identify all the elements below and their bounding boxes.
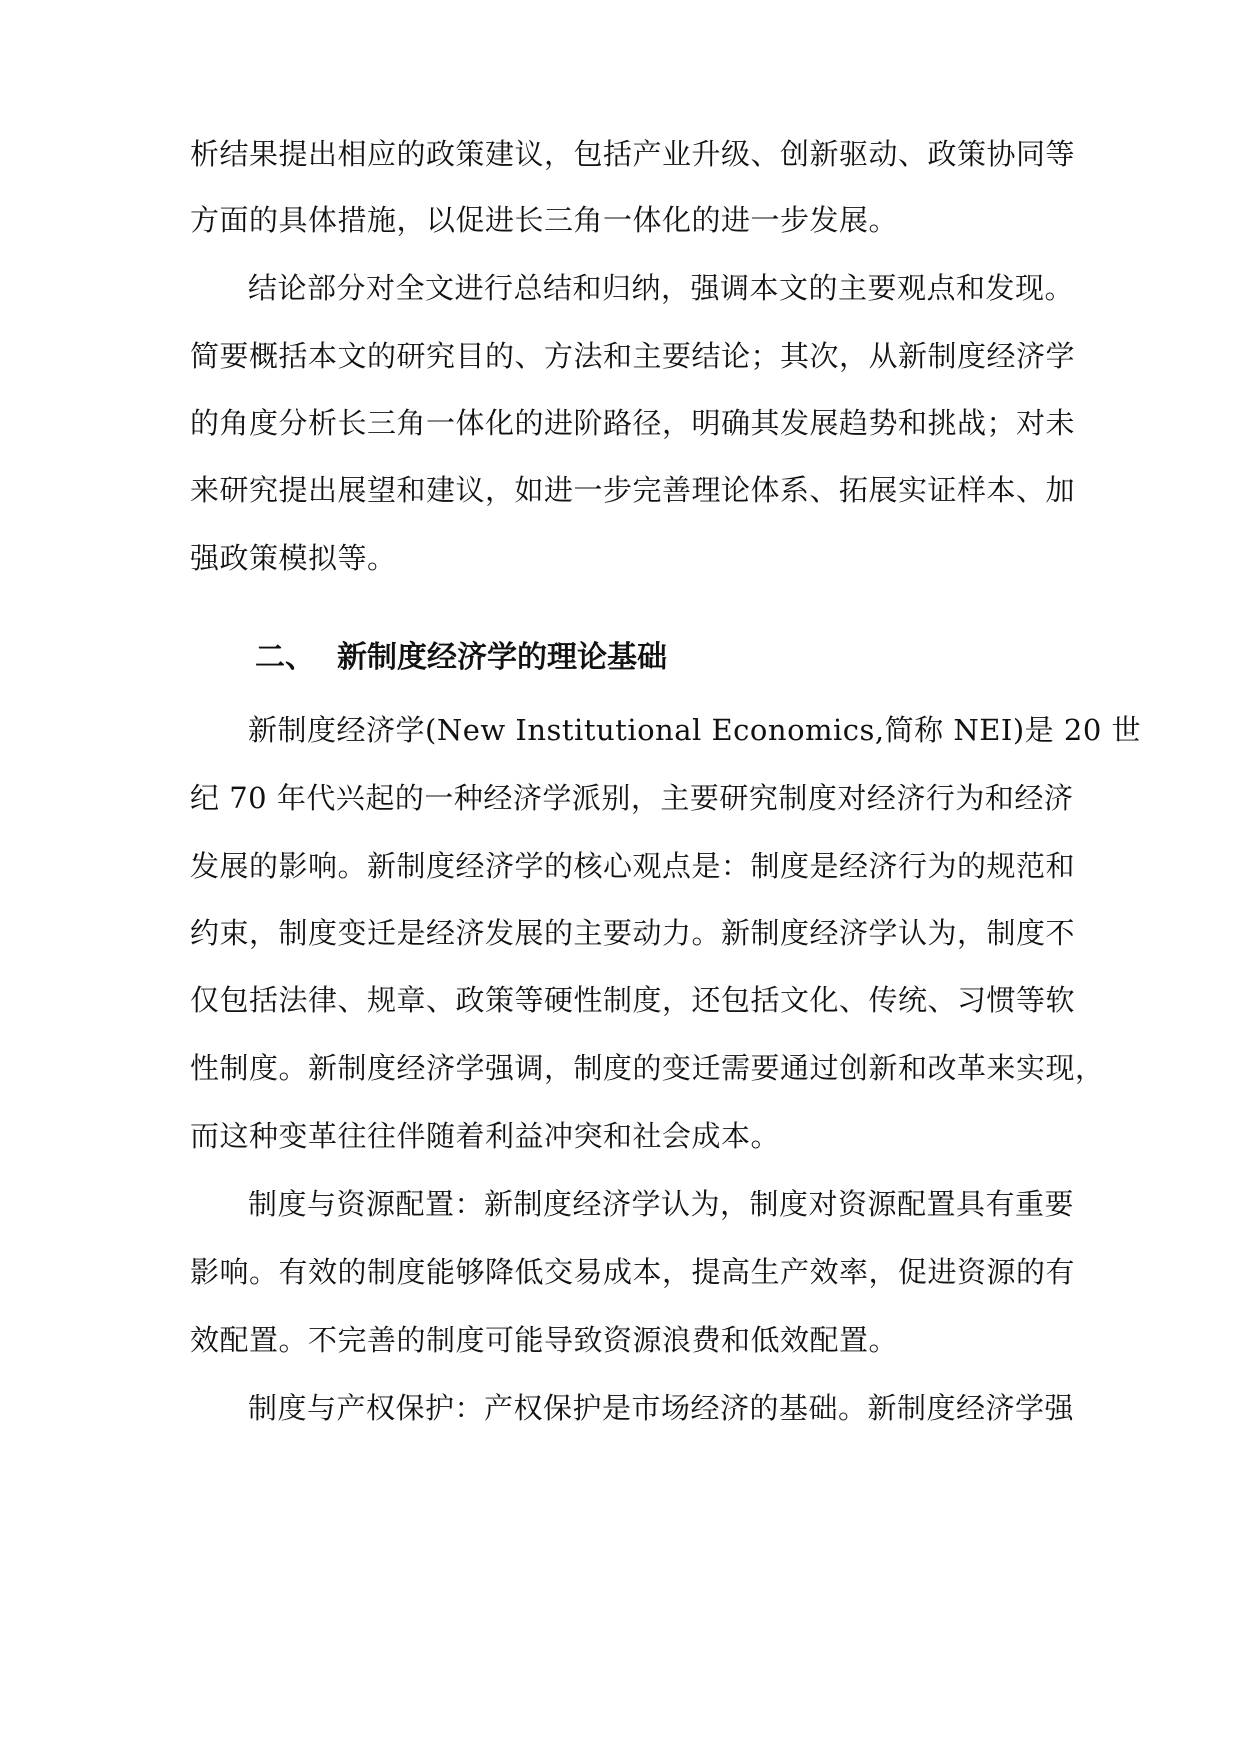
paragraph-line: 纪 70 年代兴起的一种经济学派别，主要研究制度对经济行为和经济 [190, 781, 1074, 815]
paragraph-line: 结论部分对全文进行总结和归纳，强调本文的主要观点和发现。 [248, 271, 1075, 305]
paragraph-line: 而这种变革往往伴随着利益冲突和社会成本。 [190, 1119, 781, 1153]
paragraph-line: 的角度分析长三角一体化的进阶路径，明确其发展趋势和挑战；对未 [190, 406, 1076, 440]
paragraph-line: 约束，制度变迁是经济发展的主要动力。新制度经济学认为，制度不 [190, 916, 1076, 950]
paragraph-line: 制度与资源配置：新制度经济学认为，制度对资源配置具有重要 [248, 1187, 1075, 1221]
section-title: 新制度经济学的理论基础 [337, 640, 667, 675]
paragraph-line: 方面的具体措施，以促进长三角一体化的进一步发展。 [190, 203, 899, 237]
paragraph-line: 影响。有效的制度能够降低交易成本，提高生产效率，促进资源的有 [190, 1255, 1076, 1289]
paragraph-line: 仅包括法律、规章、政策等硬性制度，还包括文化、传统、习惯等软 [190, 983, 1076, 1017]
paragraph-line: 制度与产权保护：产权保护是市场经济的基础。新制度经济学强 [248, 1391, 1075, 1425]
paragraph-line: 强政策模拟等。 [190, 541, 397, 575]
paragraph-line: 析结果提出相应的政策建议，包括产业升级、创新驱动、政策协同等 [190, 137, 1076, 171]
paragraph-line: 简要概括本文的研究目的、方法和主要结论；其次，从新制度经济学 [190, 339, 1076, 373]
section-number: 二、 [255, 640, 315, 675]
paragraph-line: 来研究提出展望和建议，如进一步完善理论体系、拓展实证样本、加 [190, 473, 1076, 507]
paragraph-line: 性制度。新制度经济学强调，制度的变迁需要通过创新和改革来实现， [190, 1051, 1105, 1085]
paragraph-line: 新制度经济学(New Institutional Economics,简称 NEI)是 20 世 [248, 713, 1142, 747]
paragraph-line: 效配置。不完善的制度可能导致资源浪费和低效配置。 [190, 1323, 899, 1357]
section-heading [255, 638, 1055, 678]
paragraph-line: 发展的影响。新制度经济学的核心观点是：制度是经济行为的规范和 [190, 849, 1076, 883]
